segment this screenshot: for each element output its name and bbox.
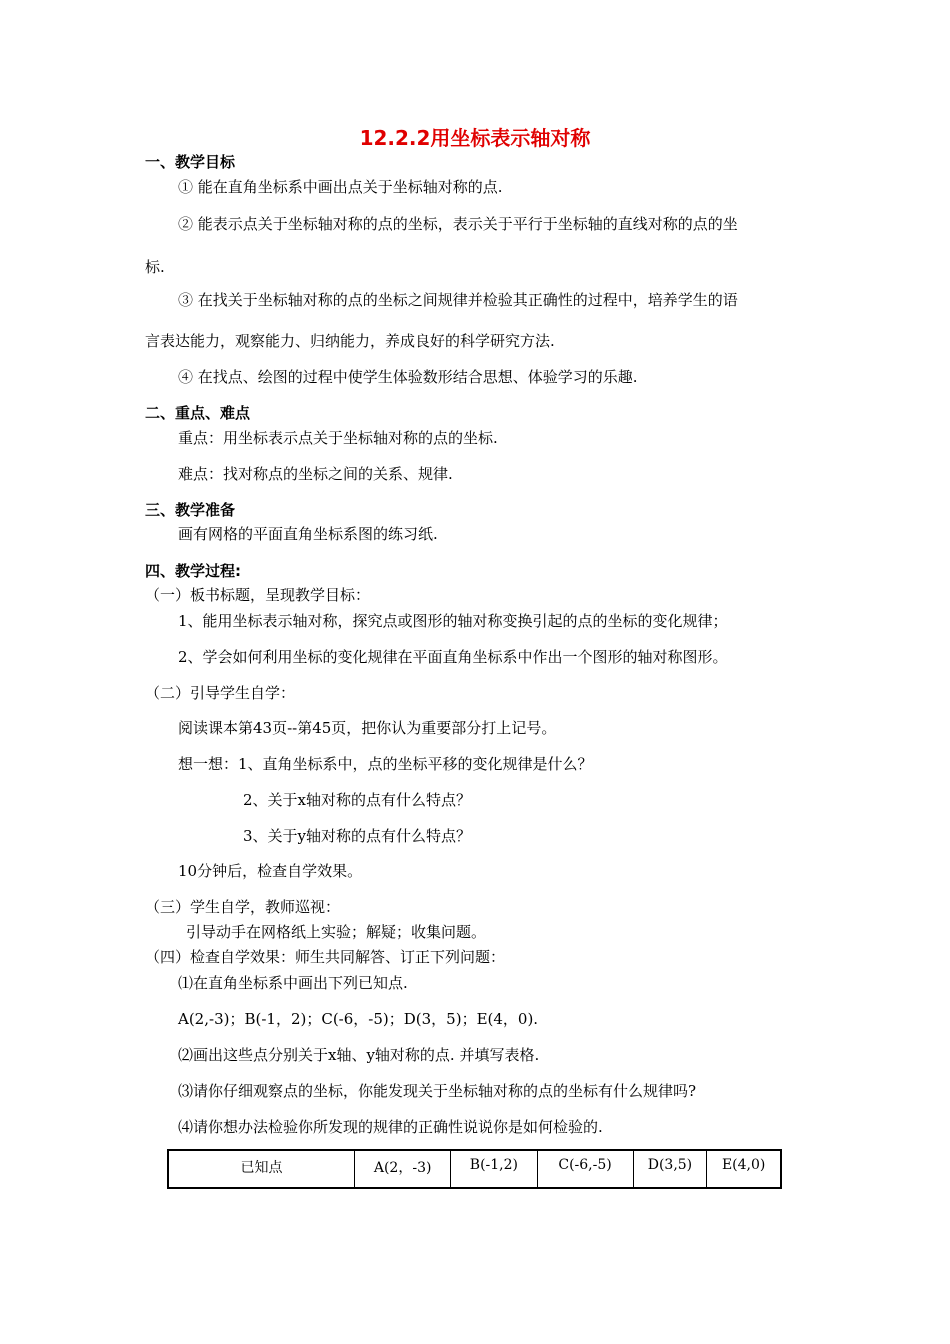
table-cell: E(4,0)	[707, 1150, 781, 1188]
table-cell: A(2，-3)	[355, 1150, 451, 1188]
part4-heading: （四）检查自学效果：师生共同解答、订正下列问题：	[145, 948, 506, 966]
section-heading-process: 四、教学过程:	[145, 562, 241, 580]
part2-reading: 阅读课本第43页--第45页，把你认为重要部分打上记号。	[178, 719, 557, 737]
part2-think-1: 想一想：1、直角坐标系中，点的坐标平移的变化规律是什么？	[178, 755, 593, 773]
points-table	[167, 1149, 782, 1189]
key-point: 重点：用坐标表示点关于坐标轴对称的点的坐标.	[178, 429, 498, 447]
part1-item-2: 2、学会如何利用坐标的变化规律在平面直角坐标系中作出一个图形的轴对称图形。	[178, 648, 728, 666]
goal-item-2: ② 能表示点关于坐标轴对称的点的坐标，表示关于平行于坐标轴的直线对称的点的坐	[178, 215, 738, 233]
question-3: ⑶请你仔细观察点的坐标，你能发现关于坐标轴对称的点的坐标有什么规律吗?	[178, 1082, 697, 1100]
table-header-cell: 已知点	[168, 1150, 355, 1188]
part2-after: 10分钟后，检查自学效果。	[178, 862, 363, 880]
part1-item-1: 1、能用坐标表示轴对称，探究点或图形的轴对称变换引起的点的坐标的变化规律；	[178, 612, 728, 630]
question-4: ⑷请你想办法检验你所发现的规律的正确性说说你是如何检验的.	[178, 1118, 603, 1136]
table-cell: C(-6,-5)	[537, 1150, 633, 1188]
section-heading-focus: 二、重点、难点	[145, 404, 251, 422]
part1-heading: （一）板书标题，呈现教学目标：	[145, 586, 371, 604]
part3-text: 引导动手在网格纸上实验；解疑；收集问题。	[186, 923, 487, 941]
document-title: 12.2.2用坐标表示轴对称	[359, 126, 591, 150]
question-1: ⑴在直角坐标系中画出下列已知点.	[178, 974, 408, 992]
goal-item-1: ① 能在直角坐标系中画出点关于坐标轴对称的点.	[178, 178, 503, 196]
difficulty-point: 难点：找对称点的坐标之间的关系、规律.	[178, 465, 453, 483]
part3-heading: （三）学生自学，教师巡视：	[145, 898, 341, 916]
goal-item-3: ③ 在找关于坐标轴对称的点的坐标之间规律并检验其正确性的过程中，培养学生的语	[178, 291, 738, 309]
table-cell: B(-1,2)	[451, 1150, 537, 1188]
table-row	[168, 1150, 781, 1188]
question-2: ⑵画出这些点分别关于x轴、y轴对称的点. 并填写表格.	[178, 1046, 540, 1064]
part2-think-2: 2、关于x轴对称的点有什么特点？	[243, 791, 472, 809]
goal-item-4: ④ 在找点、绘图的过程中使学生体验数形结合思想、体验学习的乐趣.	[178, 368, 638, 386]
table-cell: D(3,5)	[633, 1150, 707, 1188]
part2-heading: （二）引导学生自学：	[145, 684, 296, 702]
section-heading-prep: 三、教学准备	[145, 501, 236, 519]
points-list: A(2,-3)；B(-1，2)；C(-6，-5)；D(3，5)；E(4，0).	[178, 1010, 539, 1028]
section-heading-goals: 一、教学目标	[145, 153, 236, 171]
goal-item-3-cont: 言表达能力，观察能力、归纳能力，养成良好的科学研究方法.	[145, 332, 555, 350]
goal-item-2-cont: 标.	[145, 258, 165, 276]
part2-think-3: 3、关于y轴对称的点有什么特点？	[243, 827, 472, 845]
prep-text: 画有网格的平面直角坐标系图的练习纸.	[178, 525, 438, 543]
